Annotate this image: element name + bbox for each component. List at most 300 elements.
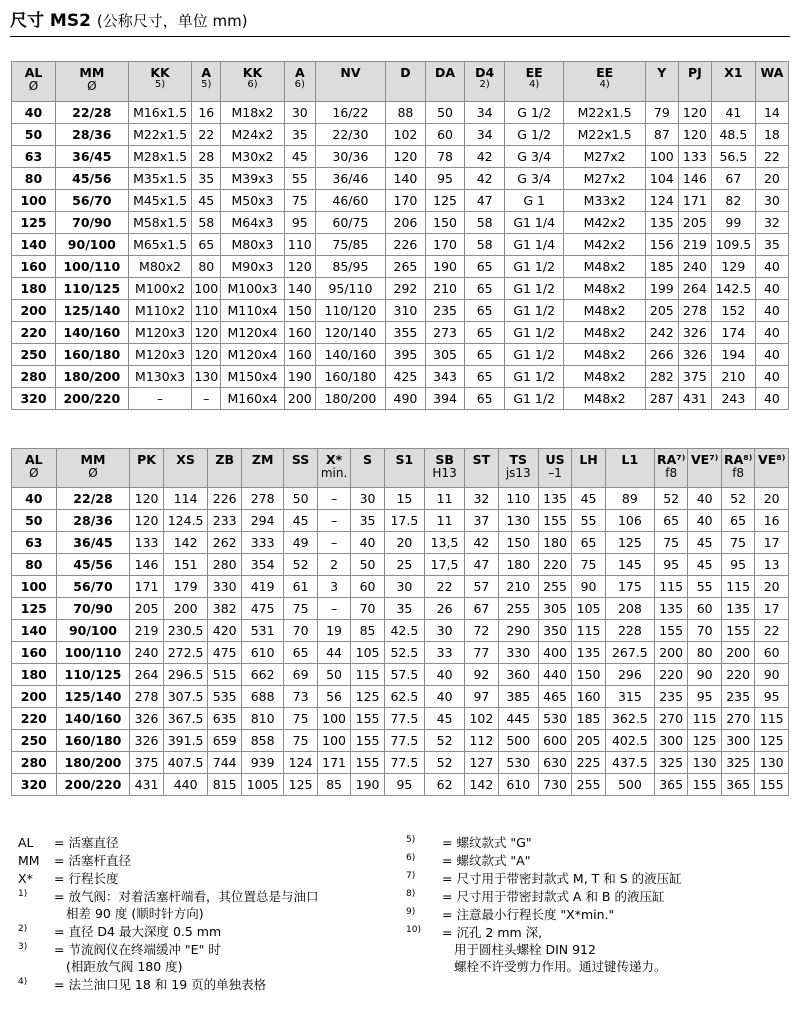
table-cell: 52 bbox=[654, 488, 687, 510]
table-cell: 33 bbox=[424, 642, 464, 664]
table-cell: 20 bbox=[384, 532, 424, 554]
table-cell: 52 bbox=[424, 730, 464, 752]
table-cell: 22 bbox=[192, 124, 221, 146]
table-cell: 385 bbox=[498, 686, 538, 708]
table-cell: 36/46 bbox=[315, 168, 385, 190]
table-cell: 32 bbox=[465, 488, 498, 510]
table-cell: 85/95 bbox=[315, 256, 385, 278]
table-cell: 120 bbox=[284, 256, 315, 278]
footnote bbox=[18, 941, 388, 975]
table-cell: 52 bbox=[284, 554, 317, 576]
table-cell: 100/110 bbox=[56, 256, 129, 278]
table-cell: 407.5 bbox=[163, 752, 208, 774]
table-cell: 278 bbox=[130, 686, 163, 708]
table-cell: 535 bbox=[208, 686, 241, 708]
table-cell: 50 bbox=[351, 554, 384, 576]
table-cell: 17,5 bbox=[424, 554, 464, 576]
table-cell: 20 bbox=[755, 488, 789, 510]
table-cell: 41 bbox=[711, 102, 755, 124]
table-cell: 127 bbox=[465, 752, 498, 774]
table-cell: 264 bbox=[678, 278, 711, 300]
column-header bbox=[284, 449, 317, 488]
table-cell: M48x2 bbox=[564, 256, 645, 278]
table-cell: 61 bbox=[284, 576, 317, 598]
table-cell: 310 bbox=[386, 300, 426, 322]
table-cell: 55 bbox=[572, 510, 605, 532]
table-cell: 133 bbox=[678, 146, 711, 168]
table-cell: 13 bbox=[755, 554, 789, 576]
title-main: 尺寸 MS2 bbox=[10, 11, 91, 31]
table-cell: 160/180 bbox=[56, 344, 129, 366]
table-cell: 133 bbox=[130, 532, 163, 554]
column-header-label: AL bbox=[25, 452, 43, 467]
table-cell: M48x2 bbox=[564, 278, 645, 300]
table-cell: 180 bbox=[538, 532, 571, 554]
table-cell: 280 bbox=[208, 554, 241, 576]
table-cell: 40 bbox=[12, 102, 56, 124]
table-cell: 65 bbox=[465, 366, 505, 388]
table-cell: 326 bbox=[130, 708, 163, 730]
table-cell: 226 bbox=[386, 234, 426, 256]
table-cell: G1 1/2 bbox=[504, 366, 563, 388]
table-cell: 36/45 bbox=[56, 532, 130, 554]
table-cell: 730 bbox=[538, 774, 571, 796]
table-cell: 65 bbox=[192, 234, 221, 256]
table-cell: 120 bbox=[678, 124, 711, 146]
title-rule bbox=[10, 36, 790, 37]
table-cell: 80 bbox=[688, 642, 721, 664]
table-cell: 300 bbox=[721, 730, 754, 752]
table-cell: 40 bbox=[755, 322, 788, 344]
table-cell: 110/120 bbox=[315, 300, 385, 322]
table-cell: M45x1.5 bbox=[128, 190, 192, 212]
table-cell: 365 bbox=[721, 774, 754, 796]
table-cell: G 1 bbox=[504, 190, 563, 212]
table-cell: 280 bbox=[12, 752, 57, 774]
column-header-label: L1 bbox=[621, 452, 639, 467]
table-cell: 326 bbox=[678, 322, 711, 344]
table-cell: 815 bbox=[208, 774, 241, 796]
dimension-table-2 bbox=[11, 448, 789, 796]
table-cell: 65 bbox=[465, 256, 505, 278]
table-cell: 255 bbox=[572, 774, 605, 796]
table-cell: M39x3 bbox=[221, 168, 285, 190]
table-cell: 110/125 bbox=[56, 664, 130, 686]
column-header-note: 2) bbox=[479, 79, 490, 90]
column-header-label: MM bbox=[80, 452, 106, 467]
table-cell: 109.5 bbox=[711, 234, 755, 256]
table-cell: 355 bbox=[386, 322, 426, 344]
table-cell: 155 bbox=[351, 752, 384, 774]
table-cell: 63 bbox=[12, 532, 57, 554]
table-cell: 40 bbox=[755, 388, 788, 410]
table-cell: 45 bbox=[284, 146, 315, 168]
footnote bbox=[406, 834, 791, 851]
table-cell: 28/36 bbox=[56, 124, 129, 146]
table-cell: M22x1.5 bbox=[564, 102, 645, 124]
table-cell: 180/200 bbox=[315, 388, 385, 410]
table-cell: 530 bbox=[498, 752, 538, 774]
column-header bbox=[384, 449, 424, 488]
table-cell: 155 bbox=[654, 620, 687, 642]
footnote bbox=[406, 906, 791, 923]
table-cell: 135 bbox=[721, 598, 754, 620]
column-header bbox=[504, 62, 563, 102]
table-cell: 89 bbox=[605, 488, 654, 510]
table-cell: 77.5 bbox=[384, 730, 424, 752]
column-header bbox=[241, 449, 283, 488]
table-cell: 90 bbox=[755, 664, 789, 686]
table-cell: 73 bbox=[284, 686, 317, 708]
column-header-note: 5) bbox=[201, 79, 212, 90]
table-cell: 255 bbox=[538, 576, 571, 598]
table-cell: 155 bbox=[688, 774, 721, 796]
table-cell: 3 bbox=[317, 576, 350, 598]
table-cell: 80 bbox=[12, 168, 56, 190]
table-cell: – bbox=[128, 388, 192, 410]
table-cell: 205 bbox=[678, 212, 711, 234]
table-cell: 47 bbox=[465, 554, 498, 576]
table-cell: 42 bbox=[465, 168, 505, 190]
table-cell: – bbox=[317, 532, 350, 554]
footnote bbox=[406, 888, 791, 905]
table-cell: 320 bbox=[12, 774, 57, 796]
table-cell: 326 bbox=[130, 730, 163, 752]
column-header bbox=[284, 62, 315, 102]
table-cell: G1 1/4 bbox=[504, 234, 563, 256]
table-cell: 437.5 bbox=[605, 752, 654, 774]
table-cell: 420 bbox=[208, 620, 241, 642]
table-cell: 62.5 bbox=[384, 686, 424, 708]
table-row bbox=[12, 576, 789, 598]
column-header-label: KK bbox=[150, 65, 170, 80]
table-cell: 17.5 bbox=[384, 510, 424, 532]
footnote bbox=[406, 924, 791, 975]
footnotes-right bbox=[406, 834, 791, 976]
table-row bbox=[12, 708, 789, 730]
column-header bbox=[678, 62, 711, 102]
table-cell: M48x2 bbox=[564, 344, 645, 366]
table-cell: 171 bbox=[678, 190, 711, 212]
table-cell: 22/30 bbox=[315, 124, 385, 146]
table-cell: 270 bbox=[654, 708, 687, 730]
table-cell: 110 bbox=[192, 300, 221, 322]
table-cell: 75 bbox=[284, 598, 317, 620]
table-cell: 45/56 bbox=[56, 554, 130, 576]
table-cell: 46/60 bbox=[315, 190, 385, 212]
table-cell: 185 bbox=[572, 708, 605, 730]
footnotes-left bbox=[18, 834, 388, 994]
table-cell: M50x3 bbox=[221, 190, 285, 212]
table-cell: M30x2 bbox=[221, 146, 285, 168]
column-header bbox=[208, 449, 241, 488]
table-cell: M90x3 bbox=[221, 256, 285, 278]
table-cell: 140 bbox=[12, 620, 57, 642]
table-cell: 70 bbox=[284, 620, 317, 642]
table-cell: 95 bbox=[688, 686, 721, 708]
table-cell: 145 bbox=[605, 554, 654, 576]
table-cell: 610 bbox=[498, 774, 538, 796]
table-cell: 179 bbox=[163, 576, 208, 598]
table-cell: 90/100 bbox=[56, 234, 129, 256]
table-cell: 30 bbox=[384, 576, 424, 598]
table-cell: 57 bbox=[465, 576, 498, 598]
table-cell: G1 1/2 bbox=[504, 256, 563, 278]
table-cell: 278 bbox=[678, 300, 711, 322]
table-cell: 99 bbox=[711, 212, 755, 234]
footnote-key: AL bbox=[18, 835, 34, 850]
table-cell: 56/70 bbox=[56, 576, 130, 598]
table-cell: G 1/2 bbox=[504, 102, 563, 124]
column-header-note: 6) bbox=[294, 79, 305, 90]
table-cell: 124 bbox=[284, 752, 317, 774]
table-cell: 233 bbox=[208, 510, 241, 532]
table-cell: 52 bbox=[424, 752, 464, 774]
footnote-key: 1) bbox=[18, 889, 28, 899]
table-cell: 100 bbox=[317, 730, 350, 752]
table-cell: M65x1.5 bbox=[128, 234, 192, 256]
table-row bbox=[12, 366, 789, 388]
table-cell: 155 bbox=[755, 774, 789, 796]
footnote-text: = 直径 D4 最大深度 0.5 mm bbox=[54, 924, 222, 939]
column-header bbox=[755, 449, 789, 488]
footnote-key: 2) bbox=[18, 924, 28, 934]
table-cell: 662 bbox=[241, 664, 283, 686]
table-cell: 300 bbox=[654, 730, 687, 752]
table-cell: 30 bbox=[284, 102, 315, 124]
table-cell: M100x3 bbox=[221, 278, 285, 300]
table-cell: 125 bbox=[12, 598, 57, 620]
table-cell: 365 bbox=[654, 774, 687, 796]
column-header-label: EE bbox=[596, 65, 614, 80]
table-row bbox=[12, 146, 789, 168]
column-header bbox=[538, 449, 571, 488]
table-row bbox=[12, 532, 789, 554]
table-cell: 120 bbox=[192, 322, 221, 344]
table-cell: 22 bbox=[755, 620, 789, 642]
column-header-note: Ø bbox=[87, 79, 97, 93]
table-row bbox=[12, 620, 789, 642]
table-cell: G1 1/2 bbox=[504, 300, 563, 322]
table-cell: 465 bbox=[538, 686, 571, 708]
table-cell: M48x2 bbox=[564, 388, 645, 410]
table-cell: 95 bbox=[755, 686, 789, 708]
footnote-text: = 螺纹款式 "G" bbox=[442, 835, 532, 850]
table-cell: 135 bbox=[572, 642, 605, 664]
table-cell: 69 bbox=[284, 664, 317, 686]
footnote bbox=[18, 852, 388, 869]
table-cell: 500 bbox=[605, 774, 654, 796]
table-cell: 210 bbox=[711, 366, 755, 388]
footnote bbox=[18, 870, 388, 887]
table-cell: 180 bbox=[12, 278, 56, 300]
footnote bbox=[406, 852, 791, 869]
table-cell: 92 bbox=[465, 664, 498, 686]
column-header bbox=[163, 449, 208, 488]
table-cell: 440 bbox=[538, 664, 571, 686]
table-cell: 320 bbox=[12, 388, 56, 410]
table-row bbox=[12, 212, 789, 234]
table-cell: 40 bbox=[755, 344, 788, 366]
table-cell: 40 bbox=[424, 664, 464, 686]
table-cell: 610 bbox=[241, 642, 283, 664]
table-cell: 160 bbox=[12, 256, 56, 278]
column-header-label: ZM bbox=[251, 452, 274, 467]
table-cell: 95/110 bbox=[315, 278, 385, 300]
table-cell: 79 bbox=[645, 102, 678, 124]
table-cell: M42x2 bbox=[564, 234, 645, 256]
column-header-label: KK bbox=[242, 65, 263, 80]
table-cell: 130 bbox=[498, 510, 538, 532]
table-cell: 220 bbox=[12, 708, 57, 730]
column-header-label: X* bbox=[325, 452, 343, 467]
table-row bbox=[12, 102, 789, 124]
table-cell: 155 bbox=[351, 730, 384, 752]
table-cell: 124.5 bbox=[163, 510, 208, 532]
table-cell: 40 bbox=[688, 488, 721, 510]
footnote-text-cont: 相差 90 度 (顺时针方向) bbox=[66, 906, 204, 921]
table-cell: M16x1.5 bbox=[128, 102, 192, 124]
column-header bbox=[425, 62, 465, 102]
table-cell: 75 bbox=[654, 532, 687, 554]
table-cell: 267.5 bbox=[605, 642, 654, 664]
table-cell: 115 bbox=[755, 708, 789, 730]
table-cell: 62 bbox=[424, 774, 464, 796]
footnote-text: = 螺纹款式 "A" bbox=[442, 853, 531, 868]
table-cell: 100 bbox=[192, 278, 221, 300]
table-cell: 75 bbox=[572, 554, 605, 576]
table-cell: 330 bbox=[498, 642, 538, 664]
table-cell: 60/75 bbox=[315, 212, 385, 234]
table-cell: 515 bbox=[208, 664, 241, 686]
table-cell: 160 bbox=[284, 322, 315, 344]
table-cell: 50 bbox=[12, 124, 56, 146]
table-cell: M48x2 bbox=[564, 300, 645, 322]
table-cell: 67 bbox=[465, 598, 498, 620]
table-cell: 600 bbox=[538, 730, 571, 752]
table-cell: 445 bbox=[498, 708, 538, 730]
table-cell: 858 bbox=[241, 730, 283, 752]
table-cell: 75/85 bbox=[315, 234, 385, 256]
table-cell: M80x2 bbox=[128, 256, 192, 278]
column-header bbox=[572, 449, 605, 488]
table-cell: M18x2 bbox=[221, 102, 285, 124]
table-cell: 60 bbox=[688, 598, 721, 620]
table-cell: 225 bbox=[572, 752, 605, 774]
table-cell: M48x2 bbox=[564, 322, 645, 344]
footnote-text: = 行程长度 bbox=[54, 871, 119, 886]
table-cell: 264 bbox=[130, 664, 163, 686]
table-cell: 120 bbox=[678, 102, 711, 124]
table-cell: 37 bbox=[465, 510, 498, 532]
column-header bbox=[721, 449, 754, 488]
table-cell: 45/56 bbox=[56, 168, 129, 190]
table-cell: 287 bbox=[645, 388, 678, 410]
table-cell: 80 bbox=[12, 554, 57, 576]
table-cell: 272.5 bbox=[163, 642, 208, 664]
table-cell: G1 1/2 bbox=[504, 344, 563, 366]
table-cell: 45 bbox=[192, 190, 221, 212]
table-cell: G 3/4 bbox=[504, 146, 563, 168]
table-cell: 228 bbox=[605, 620, 654, 642]
table-row bbox=[12, 344, 789, 366]
table-cell: 150 bbox=[498, 532, 538, 554]
column-header bbox=[645, 62, 678, 102]
table-cell: 270 bbox=[721, 708, 754, 730]
table-cell: 45 bbox=[688, 554, 721, 576]
footnote-text: = 尺寸用于带密封款式 A 和 B 的液压缸 bbox=[442, 889, 665, 904]
column-header-label: S1 bbox=[395, 452, 414, 467]
table-cell: 125 bbox=[284, 774, 317, 796]
footnote-key: 8) bbox=[406, 889, 416, 899]
column-header bbox=[605, 449, 654, 488]
table-cell: 22/28 bbox=[56, 488, 130, 510]
table-cell: 65 bbox=[572, 532, 605, 554]
table-cell: M150x4 bbox=[221, 366, 285, 388]
table-cell: 35 bbox=[351, 510, 384, 532]
table-cell: 48.5 bbox=[711, 124, 755, 146]
table-cell: 325 bbox=[654, 752, 687, 774]
footnote-text: = 放气阀：对着活塞杆端看，其位置总是与油口 bbox=[54, 889, 319, 904]
table-cell: M110x2 bbox=[128, 300, 192, 322]
column-header-label: NV bbox=[340, 65, 361, 80]
footnote bbox=[18, 976, 388, 993]
table-cell: 140/160 bbox=[56, 708, 130, 730]
column-header bbox=[315, 62, 385, 102]
table-cell: 40 bbox=[755, 300, 788, 322]
column-header-label: D bbox=[400, 65, 411, 80]
table-cell: – bbox=[317, 510, 350, 532]
table-cell: 130 bbox=[755, 752, 789, 774]
table-cell: 77 bbox=[465, 642, 498, 664]
table-cell: 63 bbox=[12, 146, 56, 168]
table-cell: 350 bbox=[538, 620, 571, 642]
table-cell: 290 bbox=[498, 620, 538, 642]
table-cell: 95 bbox=[721, 554, 754, 576]
table-cell: 50 bbox=[317, 664, 350, 686]
footnote bbox=[18, 923, 388, 940]
column-header bbox=[221, 62, 285, 102]
table-row bbox=[12, 190, 789, 212]
column-header-note: f8 bbox=[732, 466, 745, 480]
table-cell: 375 bbox=[130, 752, 163, 774]
table-cell: 235 bbox=[721, 686, 754, 708]
table-cell: 42.5 bbox=[384, 620, 424, 642]
table-cell: 296 bbox=[605, 664, 654, 686]
table-cell: 326 bbox=[678, 344, 711, 366]
footnote-text-cont: 螺栓不许受剪力作用。通过键传递力。 bbox=[454, 959, 667, 974]
table-cell: 130 bbox=[192, 366, 221, 388]
table-row bbox=[12, 388, 789, 410]
column-header-label: AL bbox=[24, 65, 43, 80]
table-cell: 58 bbox=[465, 212, 505, 234]
table-cell: 22/28 bbox=[56, 102, 129, 124]
table-cell: 180/200 bbox=[56, 752, 130, 774]
table-cell: 49 bbox=[284, 532, 317, 554]
footnote-text: = 法兰油口见 18 和 19 页的单独表格 bbox=[54, 977, 267, 992]
column-header-note: 5) bbox=[154, 79, 166, 90]
table-cell: M27x2 bbox=[564, 146, 645, 168]
table-cell: 95 bbox=[384, 774, 424, 796]
table-cell: 82 bbox=[711, 190, 755, 212]
table-cell: 160 bbox=[572, 686, 605, 708]
table-cell: 75 bbox=[284, 730, 317, 752]
column-header-label: US bbox=[545, 452, 565, 467]
table-cell: 124 bbox=[645, 190, 678, 212]
footnote-key: 10) bbox=[406, 925, 421, 935]
column-header bbox=[317, 449, 350, 488]
table-cell: 120 bbox=[192, 344, 221, 366]
